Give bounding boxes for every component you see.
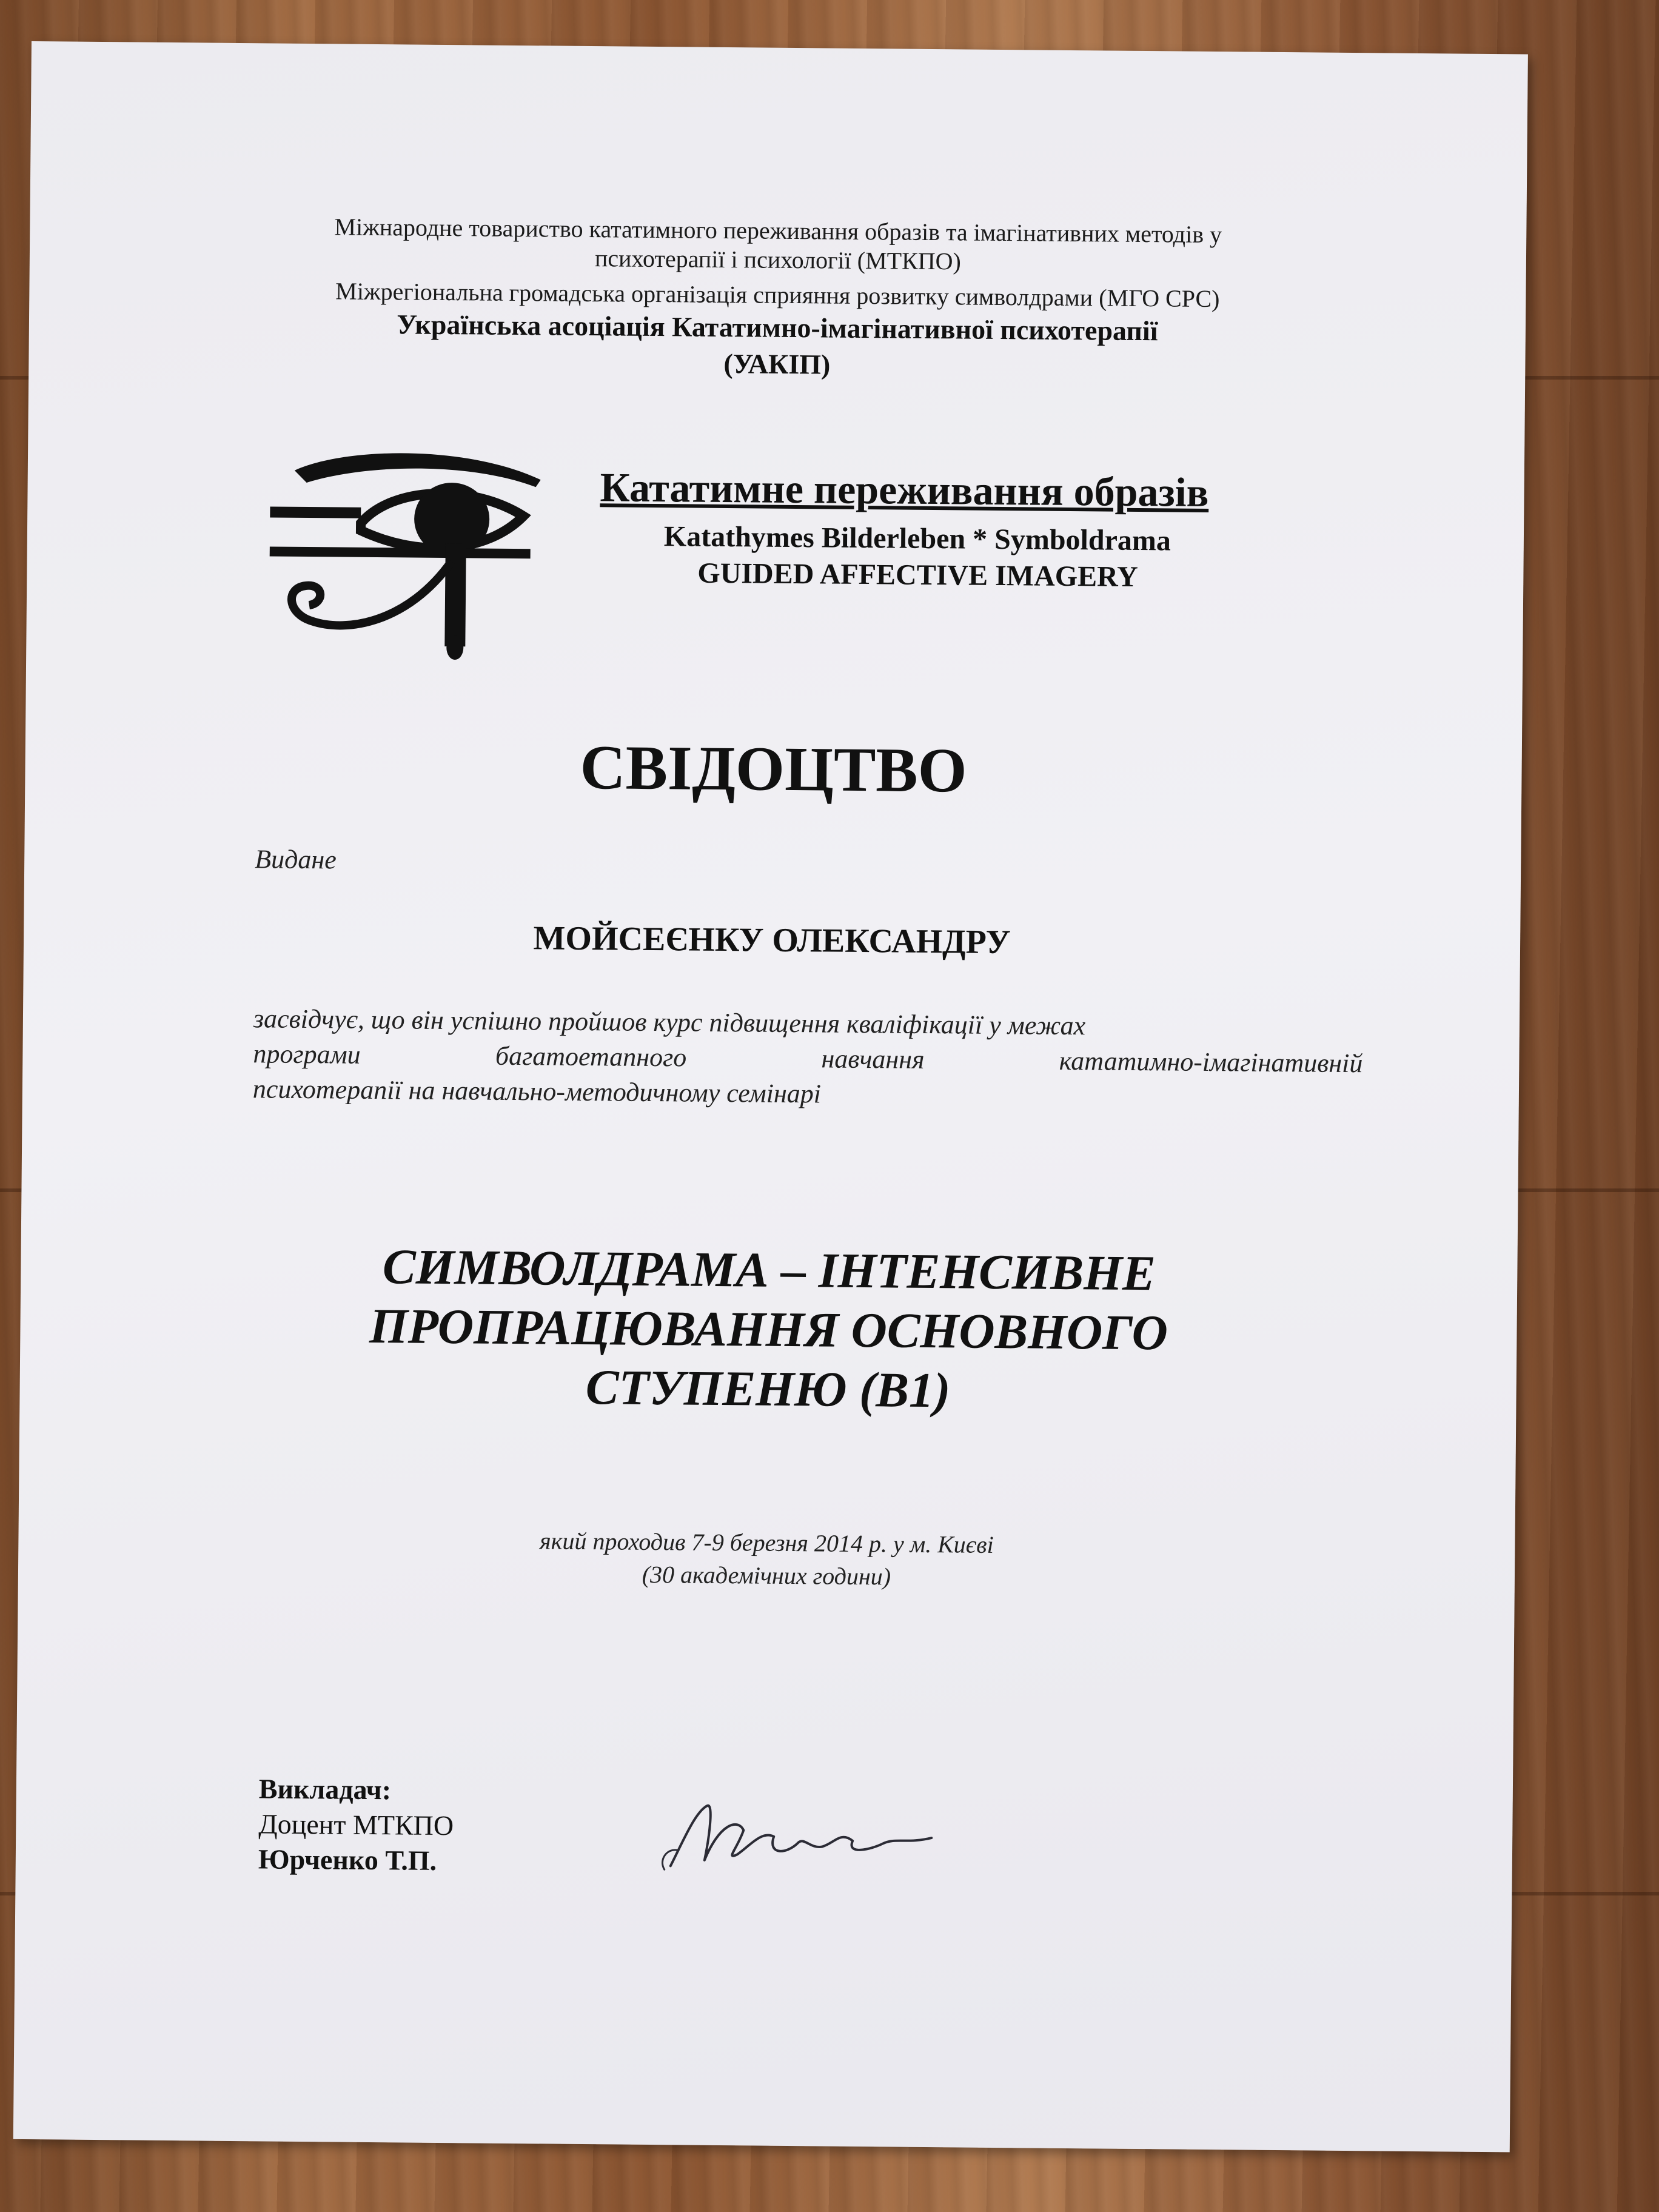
header-line-5: (УАКІП)	[723, 347, 831, 380]
certificate-text	[253, 1001, 1363, 1116]
certificate-text-line-1: засвідчує, що він успішно пройшов курс підвищення кваліфікації у межах	[253, 1004, 1086, 1041]
eye-of-horus-icon	[269, 451, 561, 671]
certificate-title: СВІДОЦТВО	[580, 732, 968, 806]
handwritten-signature	[646, 1787, 962, 1887]
logo-subtitle-de: Katathymes Bilderleben * Symboldrama	[663, 520, 1171, 557]
course-title-line-1: СИМВОЛДРАМА – ІНТЕНСИВНЕ	[382, 1239, 1156, 1301]
course-hours: (30 академічних години)	[642, 1560, 891, 1590]
logo-title: Кататимне переживання образів	[600, 464, 1209, 515]
issued-label: Видане	[255, 844, 337, 875]
course-dates: який проходив 7-9 березня 2014 р. у м. Києві	[539, 1527, 994, 1558]
course-title-line-2: ПРОПРАЦЮВАННЯ ОСНОВНОГО	[369, 1298, 1168, 1361]
recipient-name: МОЙСЕЄНКУ ОЛЕКСАНДРУ	[533, 919, 1011, 962]
certificate-text-line-3: психотерапії на навчально-методичному семінарі	[252, 1074, 822, 1109]
header-line-3: Міжрегіональна громадська організація сприяння розвитку символдрами (МГО СРС)	[335, 277, 1220, 313]
header-line-2: психотерапії і психології (МТКПО)	[594, 244, 962, 275]
signatory-position: Доцент МТКПО	[258, 1808, 454, 1842]
header-line-1: Міжнародне товариство кататимного переживання образів та імагінативних методів у	[334, 213, 1222, 249]
certificate-sheet	[13, 41, 1528, 2152]
logo-subtitle-en: GUIDED AFFECTIVE IMAGERY	[697, 557, 1138, 593]
signatory-block	[258, 1771, 454, 1879]
course-title-line-3: СТУПЕНЮ (В1)	[585, 1359, 951, 1418]
signatory-role: Викладач:	[258, 1773, 392, 1806]
certificate-text-line-2: програми багатоетапного навчання кататимно-імагінативній	[253, 1039, 1363, 1079]
signatory-name: Юрченко Т.П.	[258, 1843, 437, 1876]
header-line-4: Українська асоціація Кататимно-імагінативної психотерапії	[397, 309, 1158, 347]
